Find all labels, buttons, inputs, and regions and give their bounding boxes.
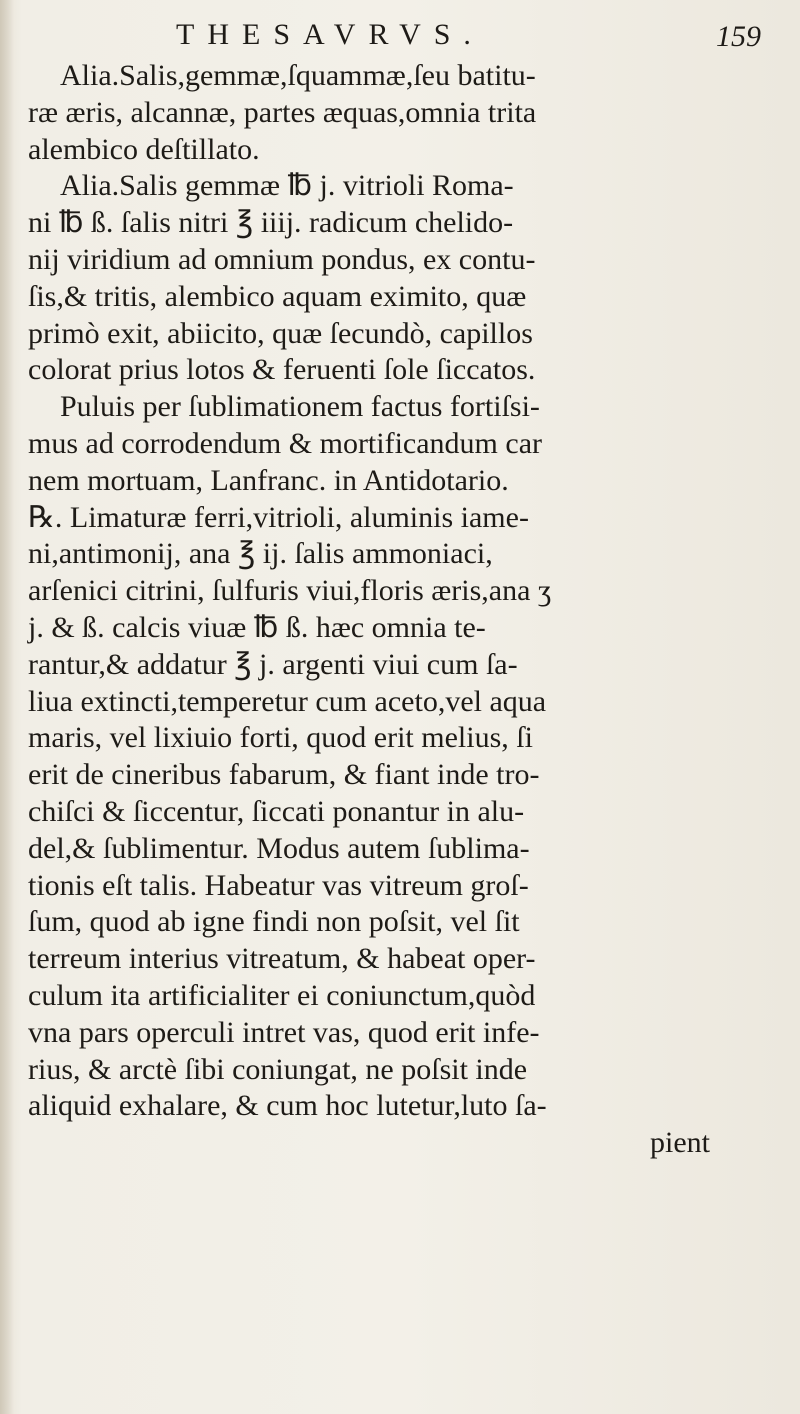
gutter-shadow [0,0,14,1414]
text-line: alembico deſtillato. [28,132,260,166]
text-line: colorat prius lotos & feruenti ſole ſiccatos. [28,353,536,387]
text-line: mus ad corrodendum & mortificandum car [28,426,543,460]
text-line: nij viridium ad omnium pondus, ex contu- [28,242,536,276]
text-line: ſis,& tritis, alembico aquam eximito, quæ [28,279,527,313]
text-line: nem mortuam, Lanfranc. in Antidotario. [28,463,509,497]
catchword: pient [650,1126,710,1160]
text-line: maris, vel lixiuio forti, quod erit melius, ſi [28,721,533,755]
text-line: del,& ſublimentur. Modus autem ſublima- [28,831,530,865]
text-line: ni,antimonij, ana ℥ ij. ſalis ammoniaci, [28,537,493,571]
text-line: erit de cineribus fabarum, & fiant inde tro- [28,758,540,792]
text-line: terreum interius vitreatum, & habeat oper- [28,942,536,976]
text-line: liua extincti,temperetur cum aceto,vel aqua [28,684,547,718]
text-line: chiſci & ſiccentur, ſiccati ponantur in alu- [28,794,525,828]
text-line: rius, & arctè ſibi coniungat, ne poſsit inde [28,1052,528,1086]
text-line: j. & ß. calcis viuæ ℔ ß. hæc omnia te- [28,610,486,644]
page-number: 159 [716,20,761,53]
text-line: ℞. Limaturæ ferri,vitrioli, aluminis iame- [28,500,529,534]
text-line: Alia.Salis,gemmæ,ſquammæ,ſeu batitu- [60,59,536,92]
text-block [28,58,718,1162]
text-line: culum ita artificialiter ei coniunctum,quòd [28,978,536,1012]
text-line: primò exit, abiicito, quæ ſecundò, capillos [28,316,533,350]
page-header [0,14,800,54]
text-line: Puluis per ſublimationem factus fortiſsi- [60,390,540,424]
text-line: ſum, quod ab igne findi non poſsit, vel ſit [28,905,520,939]
text-line: ræ æris, alcannæ, partes æquas,omnia trita [28,95,537,129]
text-line: Alia.Salis gemmæ ℔ j. vitrioli Roma- [60,169,514,203]
text-line: vna pars operculi intret vas, quod erit infe- [28,1015,540,1049]
text-line: ni ℔ ß. ſalis nitri ℥ iiij. radicum chelido- [28,206,514,240]
text-line: tionis eſt talis. Habeatur vas vitreum groſ- [28,868,529,902]
text-line: rantur,& addatur ℥ j. argenti viui cum ſa- [28,647,518,681]
text-line: arſenici citrini, ſulfuris viui,floris æris,ana ʒ [28,574,552,608]
running-head: THESAVRVS. [176,18,484,51]
text-line: aliquid exhalare, & cum hoc lutetur,luto ſa- [28,1089,547,1123]
